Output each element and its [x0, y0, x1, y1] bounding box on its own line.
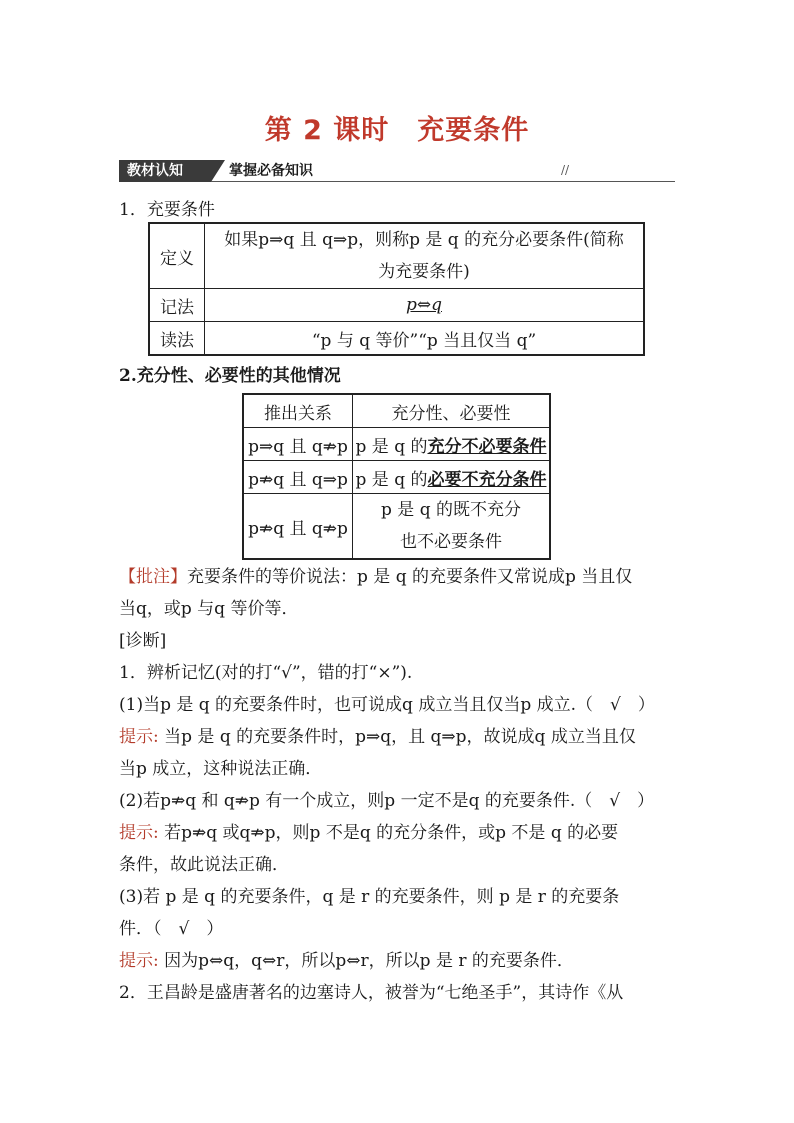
section-divider [211, 181, 675, 182]
diagnosis-heading: [诊断] [119, 631, 167, 651]
annotation-line-2: 当q，或p 与q 等价等． [119, 599, 299, 619]
question-1: 1．辨析记忆(对的打“√”，错的打“×”). [119, 663, 413, 683]
table-row [149, 289, 644, 322]
hint-label: 提示: [119, 823, 159, 843]
section-header [119, 160, 675, 182]
hint-label: 提示: [119, 951, 159, 971]
annotation [119, 561, 632, 593]
column-header: 充分性、必要性 [353, 394, 551, 428]
condition-cell [353, 428, 551, 461]
relation-cell: p⇏q 且 q⇒p [243, 461, 353, 494]
hint-text: 因为p⇔q，q⇔r，所以p⇔r，所以p 是 r 的充要条件． [164, 951, 574, 971]
row-content [205, 223, 645, 289]
section-tag: 教材认知 [119, 160, 211, 182]
condition-cell [353, 494, 551, 560]
condition-line-1: p 是 q 的既不充分 [381, 500, 521, 520]
hint-3 [119, 945, 574, 977]
row-content: p⇔q [205, 289, 645, 322]
table-row [149, 322, 644, 356]
section-subtitle: 掌握必备知识 [229, 163, 313, 179]
table-row [243, 461, 550, 494]
hint-label: 提示: [119, 727, 159, 747]
row-label: 记法 [149, 289, 205, 322]
table-row [243, 494, 550, 560]
page-title: 第 2 课时 充要条件 [264, 115, 530, 146]
condition-prefix: p 是 q 的 [355, 469, 428, 490]
heading-1: 1．充要条件 [119, 200, 215, 220]
condition-line-2: 也不必要条件 [400, 532, 502, 552]
section-tag-arrow [211, 160, 225, 182]
item-1: (1)当p 是 q 的充要条件时，也可说成q 成立当且仅当p 成立.（ √ ） [119, 695, 655, 715]
table-header-row [243, 394, 550, 428]
relation-cell: p⇏q 且 q⇏p [243, 494, 353, 560]
column-header: 推出关系 [243, 394, 353, 428]
condition-cell [353, 461, 551, 494]
condition-prefix: p 是 q 的 [355, 436, 428, 457]
hint-2 [119, 817, 618, 849]
sufficiency-table [242, 393, 551, 560]
definition-table [148, 222, 645, 356]
table-row [243, 428, 550, 461]
definition-line-1: 如果p⇒q 且 q⇒p，则称p 是 q 的充分必要条件(简称 [224, 230, 624, 250]
hint-text: 当p 是 q 的充要条件时，p⇒q，且 q⇒p，故说成q 成立当且仅 [164, 727, 636, 747]
row-label: 读法 [149, 322, 205, 356]
hint-1-line-2: 当p 成立，这种说法正确． [119, 759, 323, 779]
relation-cell: p⇒q 且 q⇏p [243, 428, 353, 461]
hint-2-line-2: 条件，故此说法正确． [119, 855, 289, 875]
row-label: 定义 [149, 223, 205, 289]
hint-text: 若p⇏q 或q⇏p，则p 不是q 的充分条件，或p 不是 q 的必要 [164, 823, 619, 843]
annotation-line-1: 充要条件的等价说法：p 是 q 的充要条件又常说成p 当且仅 [187, 567, 633, 587]
hint-1 [119, 721, 636, 753]
table-row [149, 223, 644, 289]
heading-2: 2.充分性、必要性的其他情况 [119, 366, 341, 386]
condition-answer: 必要不充分条件 [427, 469, 547, 490]
item-3-line-2: 件．（ √ ） [119, 919, 224, 939]
definition-line-2: 为充要条件) [378, 262, 470, 282]
annotation-label: 【批注】 [119, 567, 187, 587]
item-3: (3)若 p 是 q 的充要条件，q 是 r 的充要条件，则 p 是 r 的充要条 [119, 887, 620, 907]
row-content: “p 与 q 等价”“p 当且仅当 q” [205, 322, 645, 356]
question-2: 2．王昌龄是盛唐著名的边塞诗人，被誉为“七绝圣手”，其诗作《从 [119, 983, 624, 1003]
item-2: (2)若p⇏q 和 q⇏p 有一个成立，则p 一定不是q 的充要条件.（ √ ） [119, 791, 655, 811]
condition-answer: 充分不必要条件 [427, 436, 547, 457]
section-mark: // [561, 163, 570, 177]
